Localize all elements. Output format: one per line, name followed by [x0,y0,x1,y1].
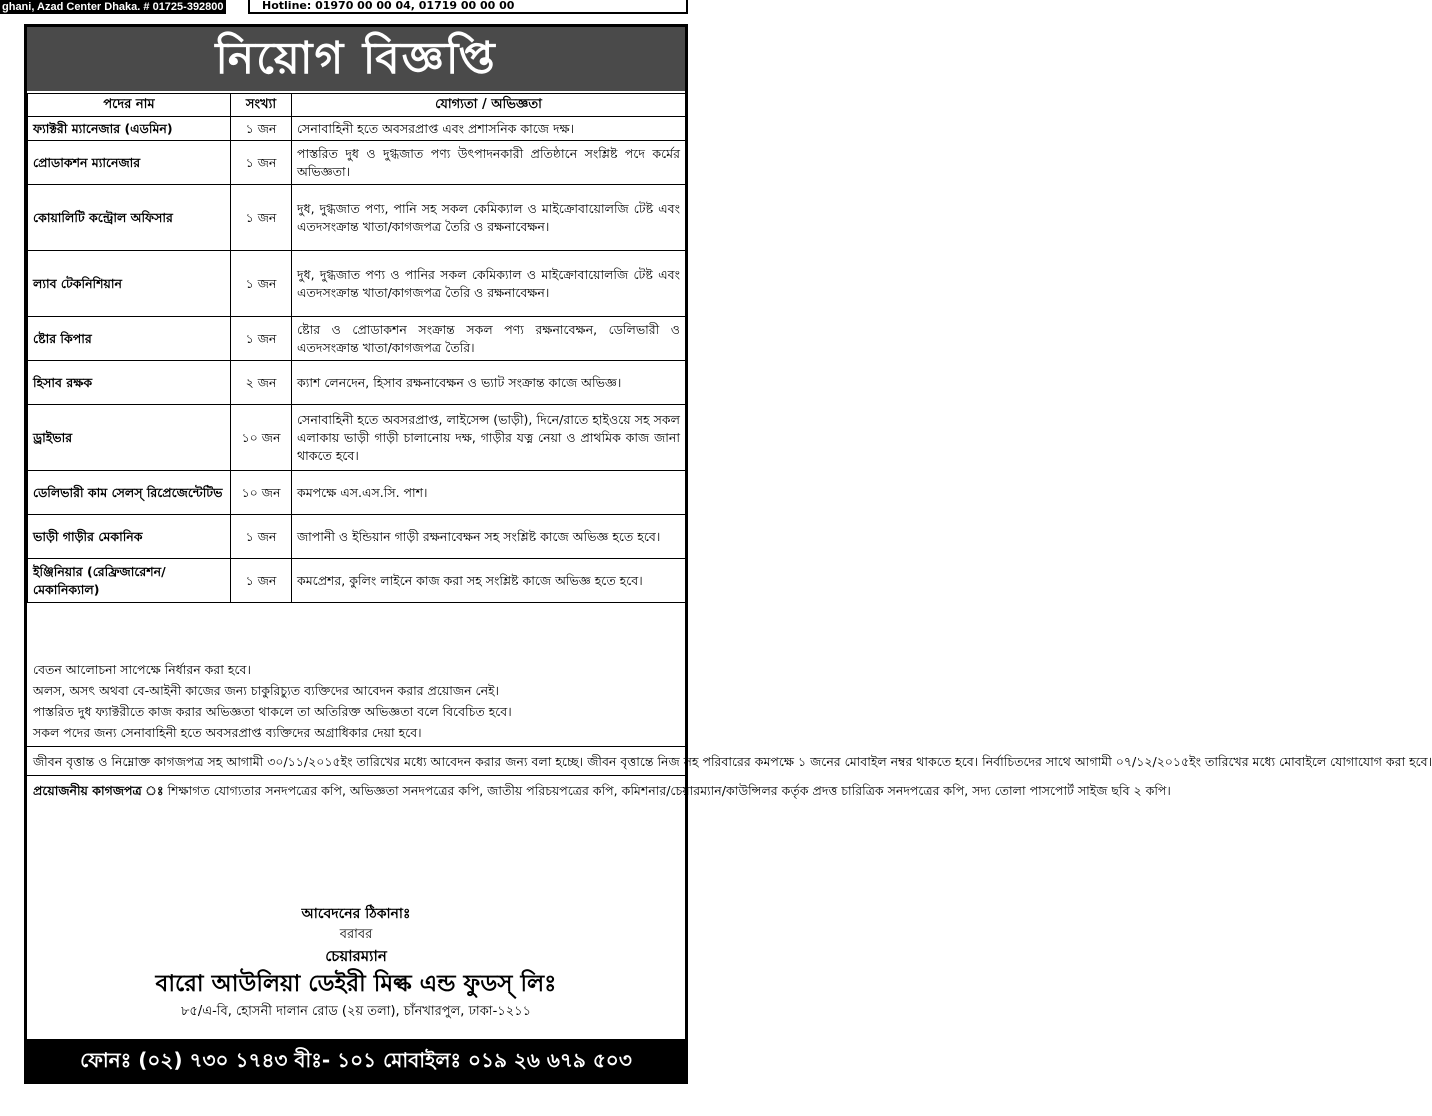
post-qualification: জাপানী ও ইন্ডিয়ান গাড়ী রক্ষনাবেক্ষন সহ সংশ্লিষ্ট কাজে অভিজ্ঞ হতে হবে। [292,515,686,559]
post-name: হিসাব রক্ষক [28,361,231,405]
post-qualification: কমপ্রেশর, কুলিং লাইনে কাজ করা সহ সংশ্লিষ্ট কাজে অভিজ্ঞ হতে হবে। [292,559,686,603]
note-line: পাস্তরিত দুধ ফ্যাক্টরীতে কাজ করার অভিজ্ঞতা থাকলে তা অতিরিক্ত অভিজ্ঞতা বলে বিবেচিত হবে। [33,704,512,719]
post-name: ভাড়ী গাড়ীর মেকানিক [28,515,231,559]
post-count: ১ জন [231,141,292,185]
post-qualification: পাস্তরিত দুধ ও দুগ্ধজাত পণ্য উৎপাদনকারী প্রতিষ্ঠানে সংশ্লিষ্ট পদে কর্মের অভিজ্ঞতা। [292,141,686,185]
table-row [28,471,686,515]
table-row [28,317,686,361]
advertisement-box [24,24,1432,1084]
post-count: ১ জন [231,317,292,361]
post-qualification: কমপক্ষে এস.এস.সি. পাশ। [292,471,686,515]
post-count: ১ জন [231,515,292,559]
post-qualification: ক্যাশ লেনদেন, হিসাব রক্ষনাবেক্ষন ও ভ্যাট সংক্রান্ত কাজে অভিজ্ঞ। [292,361,686,405]
table-row [28,559,686,603]
header-count: সংখ্যা [231,94,292,117]
table-header-row [28,94,686,117]
post-name: ড্রাইভার [28,405,231,471]
address-designation: চেয়ারম্যান [325,947,387,965]
apply-instructions: জীবন বৃত্তান্ত ও নিম্নোক্ত কাগজপত্র সহ আগামী ৩০/১১/২০১৫ইং তারিখের মধ্যে আবেদন করার জন্য বলা হচ্ছে। জীবন বৃত্তান্তে নিজ সহ পরিবারের কমপক্ষে ১ জনের মোবাইল নম্বর থাকতে হবে। নির্বাচিতদের সাথে আগামী ০৭/১২/২০১৫ইং তারিখের মধ্যে মোবাইলে যোগাযোগ করা হবে। [33,754,1432,769]
documents-text: শিক্ষাগত যোগ্যতার সনদপত্রের কপি, অভিজ্ঞতা সনদপত্রের কপি, জাতীয় পরিচয়পত্রের কপি, কমিশনার/চেয়ারম্যান/কাউন্সিলর কর্তৃক প্রদত্ত চারিত্রিক সনদপত্রের কপি, সদ্য তোলা পাসপোর্ট সাইজ ছবি ২ কপি। [163,783,1171,798]
header-qualification: যোগ্যতা / অভিজ্ঞতা [292,94,686,117]
note-line: বেতন আলোচনা সাপেক্ষে নির্ধারন করা হবে। [33,662,251,677]
posts-table [27,93,686,603]
table-row [28,117,686,141]
notes-section [27,659,1432,801]
required-documents [33,780,1171,801]
post-qualification: দুধ, দুগ্ধজাত পণ্য, পানি সহ সকল কেমিক্যাল ও মাইক্রোবায়োলজি টেষ্ট এবং এতদসংক্রান্ত খাতা/কাগজপত্র তৈরি ও রক্ষনাবেক্ষন। [292,185,686,251]
post-count: ১ জন [231,185,292,251]
address-to: বরাবর [339,927,373,942]
documents-label: প্রয়োজনীয় কাগজপত্র ঃ [33,783,164,798]
post-count: ১০ জন [231,471,292,515]
post-name: ফ্যাক্টরী ম্যানেজার (এডমিন) [28,117,231,141]
table-row [28,405,686,471]
contact-bar: ফোনঃ (০২) ৭৩০ ১৭৪৩ বীঃ- ১০১ মোবাইলঃ ০১৯ ২৬ ৬৭৯ ৫০৩ [27,1039,685,1081]
table-row [28,185,686,251]
header-post: পদের নাম [28,94,231,117]
table-row [28,361,686,405]
ad-title: নিয়োগ বিজ্ঞপ্তি [27,27,685,91]
post-count: ১ জন [231,117,292,141]
header-strip-left: ghani, Azad Center Dhaka. # 01725-392800 [0,0,226,14]
address-street: ৮৫/এ-বি, হোসনী দালান রোড (২য় তলা), চাঁনখারপুল, ঢাকা-১২১১ [180,1004,532,1019]
post-count: ২ জন [231,361,292,405]
post-name: কোয়ালিটি কন্ট্রোল অফিসার [28,185,231,251]
note-line: সকল পদের জন্য সেনাবাহিনী হতে অবসরপ্রাপ্ত ব্যক্তিদের অগ্রাধিকার দেয়া হবে। [33,725,422,740]
divider [27,775,685,776]
company-name: বারো আউলিয়া ডেইরী মিল্ক এন্ড ফুডস্ লিঃ [155,971,557,997]
table-row [28,515,686,559]
post-name: ষ্টোর কিপার [28,317,231,361]
header-strip-right: Hotline: 01970 00 00 04, 01719 00 00 00 [248,0,688,14]
post-name: প্রোডাকশন ম্যানেজার [28,141,231,185]
post-qualification: ষ্টোর ও প্রোডাকশন সংক্রান্ত সকল পণ্য রক্ষনাবেক্ষন, ডেলিভারী ও এতদসংক্রান্ত খাতা/কাগজপত্র তৈরি। [292,317,686,361]
post-qualification: সেনাবাহিনী হতে অবসরপ্রাপ্ত, লাইসেন্স (ভাড়ী), দিনে/রাতে হাইওয়ে সহ সকল এলাকায় ভাড়ী গাড়ী চালানোয় দক্ষ, গাড়ীর যত্ন নেয়া ও প্রাথমিক কাজ জানা থাকতে হবে। [292,405,686,471]
table-row [28,141,686,185]
post-count: ১ জন [231,559,292,603]
header-strip [0,0,720,22]
post-qualification: সেনাবাহিনী হতে অবসরপ্রাপ্ত এবং প্রশাসনিক কাজে দক্ষ। [292,117,686,141]
divider [27,746,685,747]
table-row [28,251,686,317]
address-heading: আবেদনের ঠিকানাঃ [301,906,411,922]
post-count: ১০ জন [231,405,292,471]
post-qualification: দুধ, দুগ্ধজাত পণ্য ও পানির সকল কেমিক্যাল ও মাইক্রোবায়োলজি টেষ্ট এবং এতদসংক্রান্ত খাতা/কাগজপত্র তৈরি ও রক্ষনাবেক্ষন। [292,251,686,317]
post-name: ডেলিভারী কাম সেলস্ রিপ্রেজেন্টেটিভ [28,471,231,515]
post-count: ১ জন [231,251,292,317]
note-line: অলস, অসৎ অথবা বে-আইনী কাজের জন্য চাকুরিচ্যুত ব্যক্তিদের আবেদন করার প্রয়োজন নেই। [33,683,500,698]
post-name: ল্যাব টেকনিশিয়ান [28,251,231,317]
post-name: ইঞ্জিনিয়ার (রেফ্রিজারেশন/ মেকানিক্যাল) [28,559,231,603]
address-block [27,903,685,1023]
